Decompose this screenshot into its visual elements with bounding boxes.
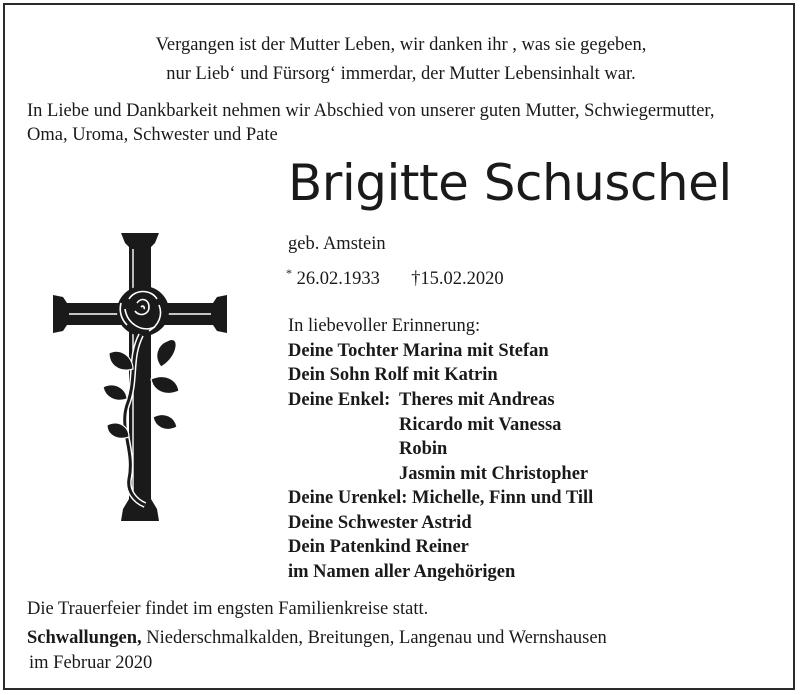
obituary-card [3, 3, 795, 690]
mourners-all: im Namen aller Angehörigen [288, 562, 516, 582]
deceased-name: Brigitte Schuschel [288, 154, 732, 212]
mourner-son: Dein Sohn Rolf mit Katrin [288, 365, 498, 385]
mourner-godchild: Dein Patenkind Reiner [288, 537, 469, 557]
mourners-heading: In liebevoller Erinnerung: [288, 316, 481, 336]
birth-date: 26.02.1933 [296, 269, 380, 289]
mourner-great-grandchildren: Deine Urenkel: Michelle, Finn und Till [288, 488, 594, 508]
grandchildren-label: Deine Enkel: [288, 390, 391, 410]
mourner-daughter: Deine Tochter Marina mit Stefan [288, 341, 549, 361]
birth-name: geb. Amstein [288, 234, 386, 254]
funeral-note: Die Trauerfeier findet im engsten Familienkreise statt. [27, 599, 429, 619]
place-main: Schwallungen, [27, 628, 142, 648]
grandchild-item: Jasmin mit Christopher [399, 464, 589, 484]
grandchild-item: Ricardo mit Vanessa [399, 415, 562, 435]
places-other: Niederschmalkalden, Breitungen, Langenau und Wernshausen [141, 628, 607, 648]
dates-line [286, 267, 504, 292]
death-date: †15.02.2020 [411, 269, 504, 289]
poem-line-2: nur Lieb‘ und Fürsorg‘ immerdar, der Mutter Lebensinhalt war. [166, 64, 636, 84]
places-line [27, 626, 607, 650]
grandchild-item: Theres mit Andreas [399, 390, 555, 410]
grandchild-item: Robin [399, 439, 448, 459]
birth-symbol: * [286, 266, 292, 280]
date-place: im Februar 2020 [29, 653, 153, 673]
poem-line-1: Vergangen ist der Mutter Leben, wir danken ihr , was sie gegeben, [155, 35, 647, 55]
mourner-sister: Deine Schwester Astrid [288, 513, 472, 533]
intro-line-2: Oma, Uroma, Schwester und Pate [27, 125, 278, 145]
cross-with-rose-icon [49, 229, 231, 525]
intro-line-1: In Liebe und Dankbarkeit nehmen wir Abschied von unserer guten Mutter, Schwiegermutter, [27, 101, 715, 121]
